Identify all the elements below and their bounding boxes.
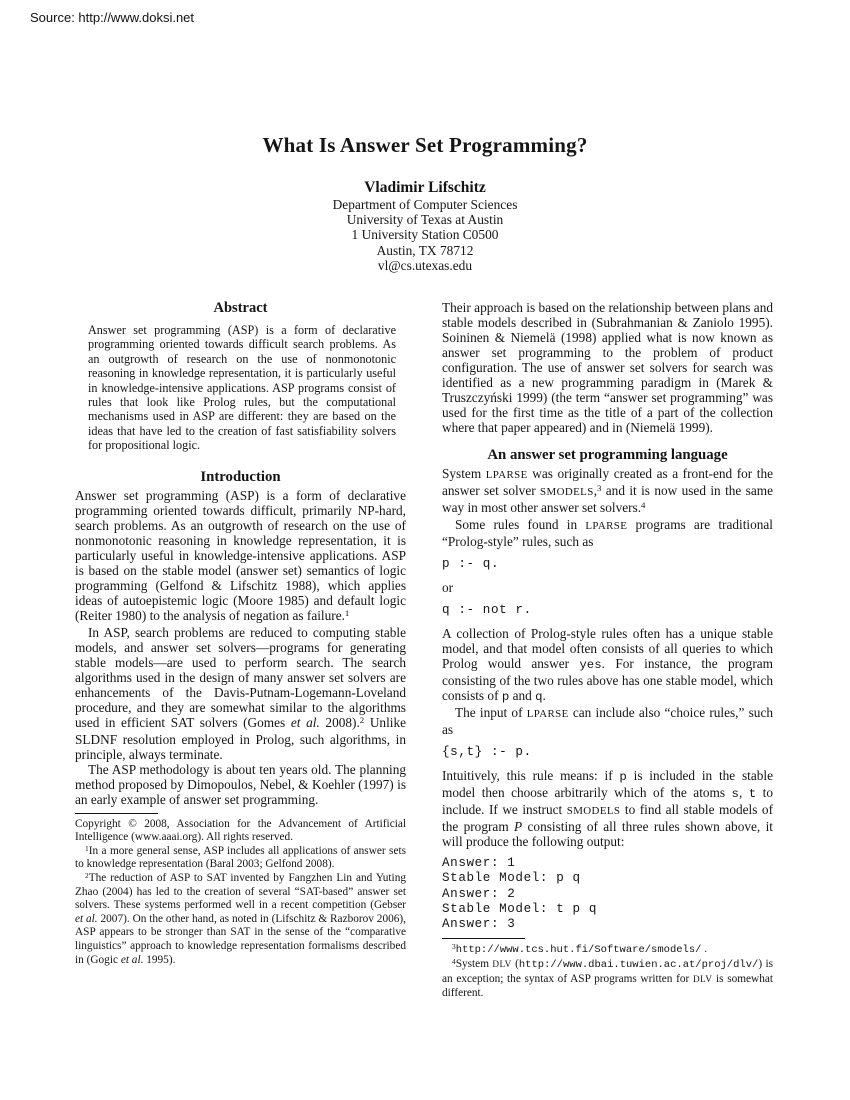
continuation-paragraph: Their approach is based on the relationship between plans and stable models described in (Subrahmanian & Zaniolo 1995). Soininen & Niemelä (1998) applied what is now known as answer set programming to the problem of product configuration. The use of answer set solvers for search was identified as a new programming paradigm in (Marek & Truszczyński 1999) (the term “answer set programming” was used for the first time as the title of a part of the collection where that paper appeared) and in (Niemelä 1999). [442,300,773,435]
paper-title: What Is Answer Set Programming? [262,133,588,157]
author-name: Vladimir Lifschitz [364,179,486,196]
right-footnote-block [442,938,773,1000]
author-email: vl@cs.utexas.edu [377,257,473,273]
right-column [442,300,773,1001]
output-line: Stable Model: t p q [442,901,597,916]
code-rule-2: q :- not r. [442,603,532,617]
footnote-3: $^3$http://www.tcs.hut.fi/Software/smodels/ . [452,942,708,957]
footnote-rule [75,813,158,814]
abstract-text: Answer set programming (ASP) is a form of declarative programming oriented towards difficult search problems. As an outgrowth of research on the use of nonmonotonic reasoning in knowledge representation, it is particularly useful in knowledge-intensive applications. ASP programs consist of rules that look like Prolog rules, but the computational mechanisms used in ASP are different: they are based on the ideas that have led to the creation of fast satisfiability solvers for propositional logic. [88,323,396,453]
footnote-2: $^2$The reduction of ASP to SAT invented by Fangzhen Lin and Yuting Zhao (2004) has led to the creation of several “SAT-based” answer set solvers. These systems performed well in a recent competition (Gebser et al. 2007). On the other hand, as noted in (Lifschitz & Razborov 2006), ASP appears to be stronger than SAT in the sense of the “comparative linguistics” approach to knowledge representation formalisms described in (Gogic et al. 1995). [75,870,406,966]
output-line: Answer: 3 [442,917,516,932]
lparse-paragraph: System LPARSE was originally created as a front-end for the answer set solver SMODELS,$^3$ and it is now used in the same way in most other answer set solvers.$^4$ [442,466,774,515]
intro-paragraph-2: In ASP, search problems are reduced to computing stable models, and answer set solvers—programs for generating stable models—are used to perform search. The search algorithms used in the design of many answer set solvers are enhancements of the Davis-Putnam-Logemann-Loveland procedure, and they are somewhat similar to the algorithms used in efficient SAT solvers (Gomes et al. 2008).$^2$ Unlike SLDNF resolution employed in Prolog, such algorithms, in principle, always terminate. [75,624,407,762]
language-section-heading: An answer set programming language [487,447,728,463]
code-rule-1: p :- q. [442,557,500,571]
left-footnote-block [75,813,406,968]
footnote-4: $^4$System DLV (http://www.dbai.tuwien.ac.at/proj/dlv/) is an exception; the syntax of ASP programs written for DLV is somewhat different. [442,956,774,1000]
affiliation-university: University of Texas at Austin [346,212,504,228]
abstract-heading: Abstract [213,300,268,316]
input-paragraph: The input of LPARSE can include also “choice rules,” such as [442,705,773,737]
left-column [75,300,406,967]
output-line: Answer: 1 [442,856,516,870]
intro-paragraph-3: The ASP methodology is about ten years old. The planning method proposed by Dimopoulos, Nebel, & Koehler (1997) is an early example of answer set programming. [75,761,406,807]
source-url-label: Source: http://www.doksi.net [30,10,195,25]
copyright-note: Copyright © 2008, Association for the Advancement of Artificial Intelligence (www.aaai.org). All rights reserved. [75,817,406,844]
affiliation-city: Austin, TX 78712 [376,242,474,258]
intro-paragraph-1: Answer set programming (ASP) is a form of declarative programming oriented towards difficult, primarily NP-hard, search problems. As an outgrowth of research on the use of nonmonotonic reasoning in knowledge representation, it is particularly useful in knowledge-intensive applications. ASP is based on the stable model (answer set) semantics of logic programming (Gelfond & Lifschitz 1988), which applies ideas of autoepistemic logic (Moore 1985) and default logic (Reiter 1980) to the analysis of negation as failure.$^1$ [75,487,406,623]
solver-output-block [442,856,773,932]
some-rules-paragraph: Some rules found in LPARSE programs are traditional “Prolog-style” rules, such as [442,517,773,549]
affiliation-address: 1 University Station C0500 [351,227,499,243]
affiliation-department: Department of Computer Sciences [332,197,518,212]
paper-header [0,133,850,273]
output-line: Answer: 2 [442,886,516,901]
footnote-1: $^1$In a more general sense, ASP includes all applications of answer sets to knowledge representation (Baral 2003; Gelfond 2008). [75,843,406,871]
or-label: or [442,580,454,595]
collection-paragraph: A collection of Prolog-style rules often has a unique stable model, and that model often consists of all queries to which Prolog would answer yes. For instance, the program consisting of the two rules above has one stable model, which consists of p and q. [442,626,773,704]
introduction-heading: Introduction [200,468,281,485]
footnote-rule [442,938,525,939]
output-line: Stable Model: p q [442,871,581,886]
intuitively-paragraph: Intuitively, this rule means: if p is included in the stable model then choose arbitrarily which of the atoms s, t to include. If we instruct SMODELS to find all stable models of the program P consisting of all three rules shown above, it will produce the following output: [442,768,773,849]
code-rule-3: {s,t} :- p. [442,745,532,759]
